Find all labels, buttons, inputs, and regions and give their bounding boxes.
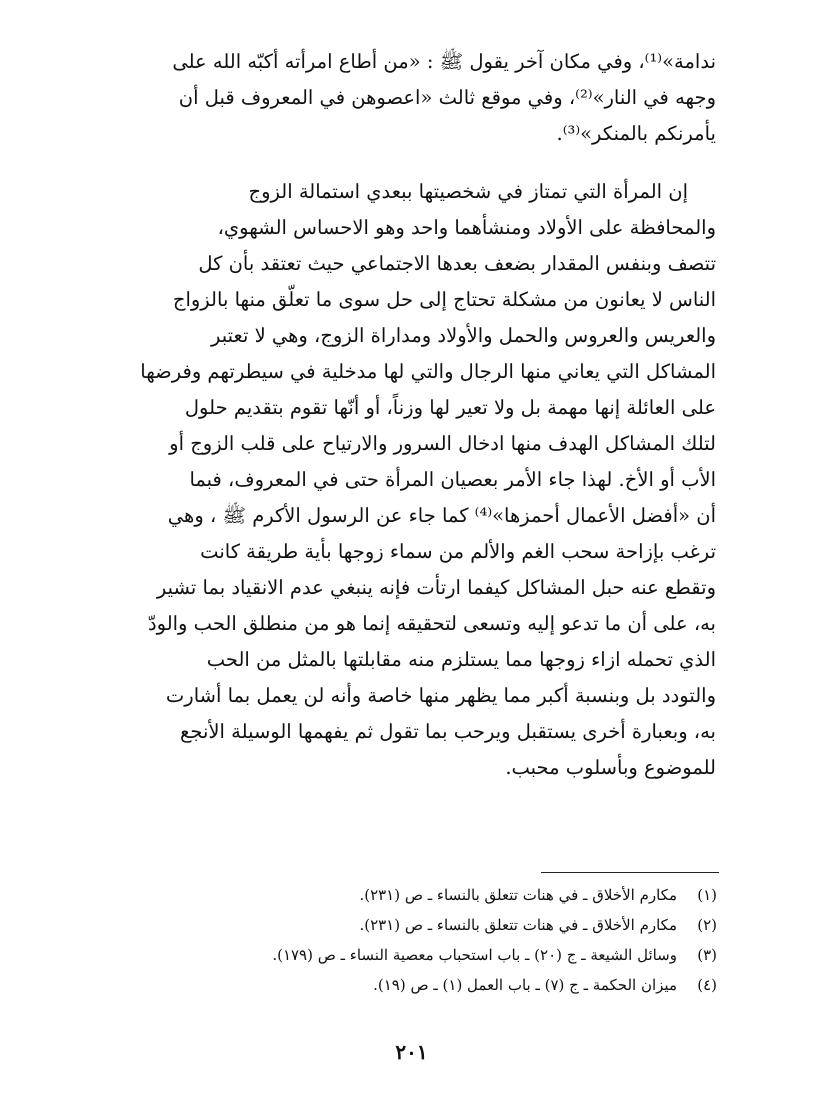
footnote-text: مكارم الأخلاق ـ في هنات تتعلق بالنساء ـ ص (٢٣١).	[359, 886, 677, 904]
text-line: والمحافظة على الأولاد ومنشأهما واحد وهو الاحساس الشهوي،	[217, 216, 716, 239]
footnote-item	[157, 880, 717, 910]
text-line: الذي تحمله ازاء زوجها مما يستلزم منه مقابلتها بالمثل من الحب	[206, 648, 716, 671]
footnote-text: وسائل الشيعة ـ ج (٢٠) ـ باب استحباب معصية النساء ـ ص (١٧٩).	[272, 946, 677, 964]
text-line: تتصف وبنفس المقدار بضعف بعدها الاجتماعي حيث تعتقد بأن كل	[198, 252, 716, 275]
footnote-item	[157, 940, 717, 970]
text-line: وتقطع عنه حبل المشاكل كيفما ارتأت فإنه ينبغي عدم الانقياد بما تشير	[156, 576, 716, 599]
text-line: الناس لا يعانون من مشكلة تحتاج إلى حل سوى ما تعلّق منها بالزواج	[172, 288, 716, 311]
footnote-text: ميزان الحكمة ـ ج (٧) ـ باب العمل (١) ـ ص (١٩).	[373, 976, 677, 994]
text-line: أن «أفضل الأعمال أحمزها»⁽⁴⁾ كما جاء عن الرسول الأكرم ﷺ ، وهي	[167, 504, 716, 527]
text-line: المشاكل التي يعاني منها الرجال والتي لها مدخلية في سيطرتهم وفرضها	[140, 360, 716, 383]
footnotes	[157, 880, 717, 1000]
text-line: به، وبعبارة أخرى يستقبل ويرحب بما تقول ثم يفهمها الوسيلة الأنجع	[180, 720, 716, 743]
text-line: للموضوع وبأسلوب محبب.	[505, 756, 716, 779]
footnote-item	[157, 910, 717, 940]
text-line: وجهه في النار»⁽²⁾، وفي موقع ثالث «اعصوهن في المعروف قبل أن	[178, 86, 716, 109]
footnote-text: مكارم الأخلاق ـ في هنات تتعلق بالنساء ـ ص (٢٣١).	[359, 916, 677, 934]
text-line: إن المرأة التي تمتاز في شخصيتها ببعدي استمالة الزوج	[248, 180, 688, 203]
text-line: ندامة»⁽¹⁾، وفي مكان آخر يقول ﷺ : «من أطاع امرأته أكبّه الله على	[172, 50, 716, 73]
text-line: به، على أن ما تدعو إليه وتسعى لتحقيقه إنما هو من منطلق الحب والودّ	[147, 612, 716, 635]
page-number: ٢٠١	[395, 1040, 428, 1064]
footnote-number: (٤)	[697, 976, 717, 994]
paragraph-1	[108, 44, 716, 152]
paragraph-2	[108, 174, 716, 786]
footnote-number: (١)	[697, 886, 717, 904]
footnote-number: (٢)	[697, 916, 717, 934]
footnote-divider	[541, 872, 719, 873]
text-line: والتودد بل وبنسبة أكبر مما يظهر منها خاصة وأنه لن يعمل بما أشارت	[165, 684, 716, 707]
text-line: لتلك المشاكل الهدف منها ادخال السرور والارتياح على قلب الزوج أو	[169, 432, 716, 455]
footnote-number: (٣)	[697, 946, 717, 964]
text-line: يأمرنكم بالمنكر»⁽³⁾.	[556, 122, 716, 145]
text-line: ترغب بإزاحة سحب الغم والألم من سماء زوجها بأية طريقة كانت	[200, 540, 716, 563]
text-line: الأب أو الأخ. لهذا جاء الأمر بعصيان المرأة حتى في المعروف، فبما	[189, 468, 716, 491]
text-line: على العائلة إنها مهمة بل ولا تعير لها وزناً، أو أنّها تقوم بتقديم حلول	[184, 396, 716, 419]
text-line: والعريس والعروس والحمل والأولاد ومداراة الزوج، وهي لا تعتبر	[211, 324, 716, 347]
footnote-item	[157, 970, 717, 1000]
